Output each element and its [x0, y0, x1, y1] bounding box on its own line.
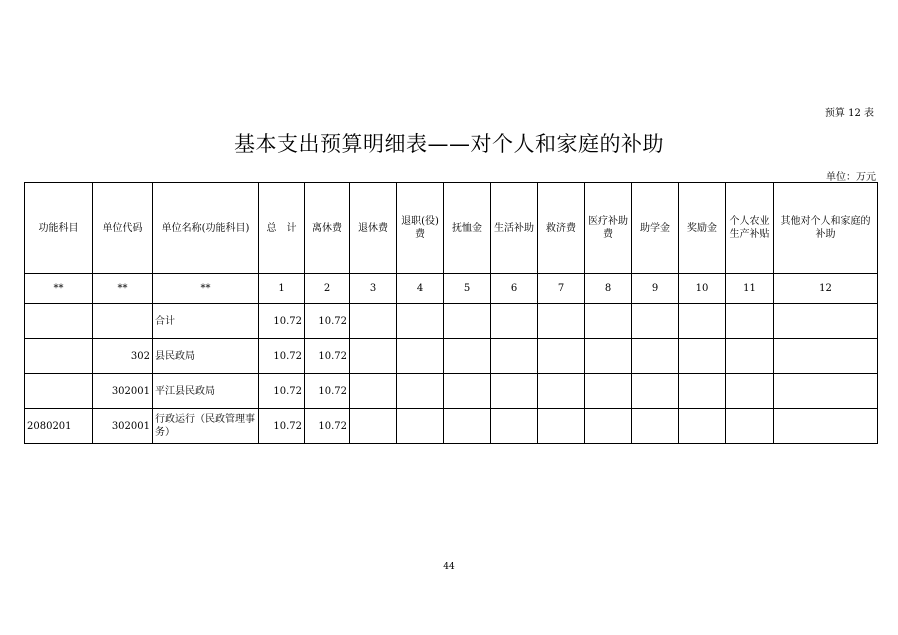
column-number: 6 [491, 274, 538, 304]
column-number: 4 [397, 274, 444, 304]
unit-code: 302001 [93, 409, 153, 444]
unit-code: 302 [93, 339, 153, 374]
function-code [25, 374, 93, 409]
budget-table [24, 182, 878, 444]
header-cell: 功能科目 [25, 183, 93, 274]
table-number: 预算 12 表 [824, 108, 874, 119]
header-cell: 个人农业生产补贴 [726, 183, 774, 274]
column-number: 12 [774, 274, 878, 304]
column-number: 8 [585, 274, 632, 304]
header-cell: 退休费 [350, 183, 397, 274]
table-row [25, 339, 878, 374]
header-cell: 单位名称(功能科目) [153, 183, 259, 274]
column-number-row [25, 274, 878, 304]
column-number: ** [25, 274, 93, 304]
lixiu-value: 10.72 [305, 374, 350, 409]
column-number: ** [93, 274, 153, 304]
column-number: 2 [305, 274, 350, 304]
unit-label: 单位：万元 [826, 172, 876, 183]
unit-code [93, 304, 153, 339]
lixiu-value: 10.72 [305, 304, 350, 339]
header-cell: 其他对个人和家庭的补助 [774, 183, 878, 274]
unit-name: 合计 [153, 304, 259, 339]
table-row [25, 304, 878, 339]
table-row [25, 409, 878, 444]
column-number: 11 [726, 274, 774, 304]
function-code [25, 304, 93, 339]
total-value: 10.72 [259, 374, 305, 409]
unit-name: 行政运行（民政管理事务） [153, 409, 259, 444]
unit-code: 302001 [93, 374, 153, 409]
page-number: 44 [443, 562, 455, 572]
column-number: 1 [259, 274, 305, 304]
column-number: 10 [679, 274, 726, 304]
column-number: 3 [350, 274, 397, 304]
table-row [25, 374, 878, 409]
total-value: 10.72 [259, 304, 305, 339]
header-cell: 奖励金 [679, 183, 726, 274]
total-value: 10.72 [259, 409, 305, 444]
header-cell: 抚恤金 [444, 183, 491, 274]
total-value: 10.72 [259, 339, 305, 374]
unit-name: 县民政局 [153, 339, 259, 374]
column-number: 9 [632, 274, 679, 304]
lixiu-value: 10.72 [305, 339, 350, 374]
header-cell: 助学金 [632, 183, 679, 274]
header-cell: 总 计 [259, 183, 305, 274]
lixiu-value: 10.72 [305, 409, 350, 444]
header-row [25, 183, 878, 274]
header-cell: 退职(役)费 [397, 183, 444, 274]
header-cell: 生活补助 [491, 183, 538, 274]
column-number: 5 [444, 274, 491, 304]
header-cell: 离休费 [305, 183, 350, 274]
column-number: ** [153, 274, 259, 304]
function-code: 2080201 [25, 409, 93, 444]
column-number: 7 [538, 274, 585, 304]
unit-name: 平江县民政局 [153, 374, 259, 409]
header-cell: 单位代码 [93, 183, 153, 274]
header-cell: 医疗补助费 [585, 183, 632, 274]
function-code [25, 339, 93, 374]
page-title: 基本支出预算明细表——对个人和家庭的补助 [234, 132, 664, 156]
header-cell: 救济费 [538, 183, 585, 274]
